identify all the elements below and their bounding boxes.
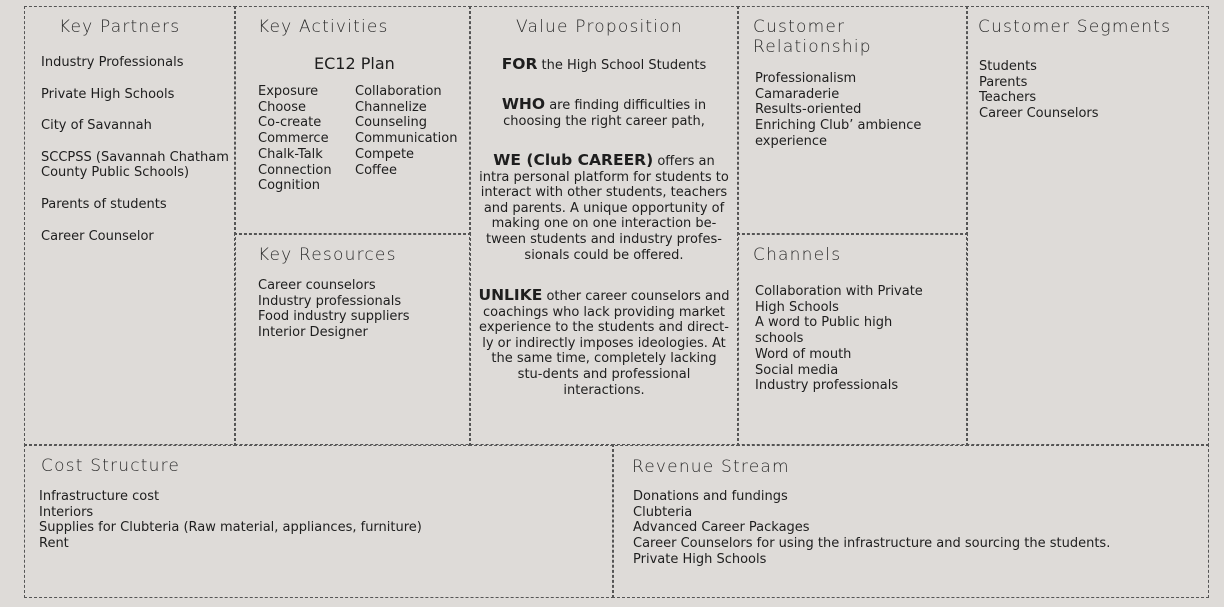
list-item: Connection xyxy=(258,162,332,178)
list-item: Food industry suppliers xyxy=(258,309,410,325)
revenue-stream-title: Revenue Stream xyxy=(632,457,790,477)
vp-we-text: offers an intra personal platform for students to interact with other students, teachers and parents. A unique opportunity of making one on one interaction be-tween students and industry profes-sionals could be offered. xyxy=(479,154,729,263)
vp-unlike-text: other career counselors and coachings who lack providing market experience to the students and direct-ly or indirectly imposes ideologies. At the same time, completely lacking stu-dents and professional interactions. xyxy=(479,289,730,398)
list-item: Coffee xyxy=(355,162,397,178)
list-item: Private High Schools xyxy=(633,551,767,567)
list-item: Parents xyxy=(979,74,1028,90)
list-item: Donations and fundings xyxy=(633,489,788,504)
list-item: Communication xyxy=(355,131,458,147)
list-item: Chalk-Talk xyxy=(258,146,323,162)
list-item: A word to Public high schools xyxy=(755,315,893,347)
list-item: Industry professionals xyxy=(258,293,402,309)
list-item: Collaboration with Private High Schools xyxy=(755,284,923,315)
vp-who-keyword: WHO xyxy=(501,95,546,113)
list-item: Clubteria xyxy=(633,504,693,520)
list-item: Infrastructure cost xyxy=(39,489,160,504)
vp-unlike xyxy=(478,288,730,398)
vp-who-text: are finding difficulties in choosing the right career path, xyxy=(503,98,707,129)
customer-relationship-list xyxy=(755,71,935,150)
vp-for-keyword: FOR xyxy=(501,55,538,73)
list-item: Teachers xyxy=(979,90,1037,106)
list-item: Channelize xyxy=(355,99,427,115)
customer-segments-title: Customer Segments xyxy=(978,17,1172,37)
list-item: Cognition xyxy=(258,178,321,194)
list-item: Industry Professionals xyxy=(41,55,184,70)
list-item: Compete xyxy=(355,146,415,162)
key-resources-title: Key Resources xyxy=(258,245,397,265)
list-item: Social media xyxy=(755,362,839,378)
list-item: Word of mouth xyxy=(755,346,852,362)
list-item: Exposure xyxy=(258,84,319,99)
list-item: Supplies for Clubteria (Raw material, appliances, furniture) xyxy=(39,520,422,536)
list-item: Rent xyxy=(39,536,69,552)
list-item: Professionalism xyxy=(755,71,857,86)
cost-structure-list xyxy=(39,489,422,552)
list-item: Advanced Career Packages xyxy=(633,520,810,536)
list-item: Co-create xyxy=(258,115,322,131)
vp-for xyxy=(476,57,732,74)
list-item: Career counselors xyxy=(258,278,376,293)
channels-list xyxy=(755,284,935,394)
list-item: Enriching Club’ ambience experience xyxy=(755,118,922,149)
vp-we xyxy=(478,153,730,263)
list-item: SCCPSS (Savannah Chatham County Public Schools) xyxy=(41,149,229,181)
revenue-stream-list xyxy=(633,489,1110,568)
list-item: Career Counselors xyxy=(979,106,1099,122)
activities-column-2 xyxy=(355,84,457,178)
vp-we-keyword: WE (Club CAREER) xyxy=(493,151,654,169)
channels-title: Channels xyxy=(753,245,842,265)
vp-unlike-keyword: UNLIKE xyxy=(478,286,543,304)
list-item: Parents of students xyxy=(41,197,167,213)
list-item: Career Counselor xyxy=(41,228,154,244)
list-item: Choose xyxy=(258,99,306,115)
list-item: City of Savannah xyxy=(41,118,152,134)
list-item: Results-oriented xyxy=(755,102,862,118)
vp-for-text: the High School Students xyxy=(537,58,707,73)
list-item: Private High Schools xyxy=(41,86,175,102)
activities-column-1 xyxy=(258,84,332,194)
key-partners-title: Key Partners xyxy=(59,17,181,37)
list-item: Industry professionals xyxy=(755,378,899,394)
list-item: Collaboration xyxy=(355,84,442,99)
customer-relationship-title-line2: Relationship xyxy=(753,37,872,57)
customer-relationship-title-line1: Customer xyxy=(753,17,846,37)
cost-structure-title: Cost Structure xyxy=(41,456,181,476)
list-item: Interior Designer xyxy=(258,325,368,341)
key-partners-list xyxy=(41,55,229,260)
list-item: Counseling xyxy=(355,115,427,131)
list-item: Commerce xyxy=(258,131,329,147)
key-activities-title: Key Activities xyxy=(258,17,389,37)
list-item: Students xyxy=(979,59,1037,74)
customer-relationship-title xyxy=(753,17,872,57)
list-item: Career Counselors for using the infrastructure and sourcing the students. xyxy=(633,536,1111,552)
vp-who xyxy=(476,97,732,129)
value-proposition-title: Value Proposition xyxy=(516,17,683,37)
list-item: Interiors xyxy=(39,504,94,520)
customer-segments-list xyxy=(979,59,1099,122)
list-item: Camaraderie xyxy=(755,86,840,102)
plan-heading: EC12 Plan xyxy=(314,54,395,73)
key-resources-list xyxy=(258,278,410,341)
